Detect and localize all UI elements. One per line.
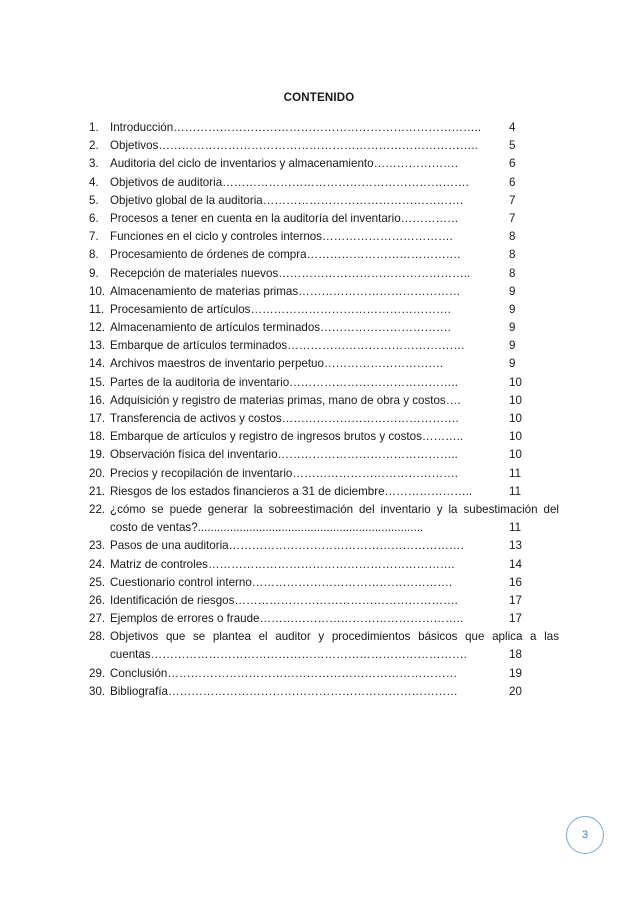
toc-entry[interactable] xyxy=(89,610,559,628)
toc-entry-page: 6 xyxy=(509,157,516,171)
toc-entry-number: 24. xyxy=(89,557,106,571)
toc-entry-number: 2. xyxy=(89,139,99,153)
toc-entry-title: Conclusión………………………………………………………………… xyxy=(110,666,458,680)
toc-entry[interactable] xyxy=(89,574,559,592)
toc-entry[interactable] xyxy=(89,410,559,428)
toc-entry-page: 7 xyxy=(509,211,516,225)
toc-entry-number: 7. xyxy=(89,230,99,244)
toc-entry[interactable] xyxy=(89,283,559,301)
toc-entry-page: 20 xyxy=(509,684,522,698)
toc-entry-page: 17 xyxy=(509,612,522,626)
toc-entry-number: 23. xyxy=(89,539,106,553)
toc-entry-page: 10 xyxy=(509,448,522,462)
toc-entry[interactable] xyxy=(89,155,559,173)
toc-entry-title-continued: costo de ventas?...................................................................... xyxy=(110,521,424,535)
toc-entry-page: 11 xyxy=(509,521,522,535)
toc-entry-page: 13 xyxy=(509,539,522,553)
toc-entry[interactable] xyxy=(89,319,559,337)
toc-entry-page: 11 xyxy=(509,466,522,480)
toc-entry-title: Objetivos que se plantea el auditor y procedimientos básicos que aplica a las xyxy=(110,630,559,644)
toc-entry-number: 14. xyxy=(89,357,106,371)
toc-entry-number: 13. xyxy=(89,339,106,353)
toc-entry-number: 3. xyxy=(89,157,99,171)
toc-entry-number: 22. xyxy=(89,502,106,516)
toc-entry-page: 5 xyxy=(509,139,516,153)
toc-entry-number: 1. xyxy=(89,121,99,134)
toc-entry-number: 5. xyxy=(89,193,99,207)
toc-entry-title: Identificación de riesgos…………………………………………………. xyxy=(110,593,458,607)
toc-entry-page: 4 xyxy=(509,121,516,134)
toc-entry-title: Introducción…………………………………………………………………….. xyxy=(110,121,482,134)
toc-entry-title: Pasos de una auditoria……………………………………………………. xyxy=(110,539,464,553)
toc-entry-number: 17. xyxy=(89,412,106,425)
page-title: CONTENIDO xyxy=(283,92,355,104)
toc-entry[interactable] xyxy=(89,119,559,137)
toc-entry-page: 19 xyxy=(509,666,522,680)
toc-entry-page: 16 xyxy=(509,575,522,589)
toc-entry-number: 25. xyxy=(89,575,106,589)
toc-entry-number: 27. xyxy=(89,612,106,626)
toc-entry-title: Objetivo global de la auditoria……………………………………………. xyxy=(110,193,464,207)
toc-entry-title: Procesos a tener en cuenta en la auditoría del inventario…………… xyxy=(110,211,459,225)
toc-entry-title: Auditoria del ciclo de inventarios y almacenamiento…………………. xyxy=(110,157,458,171)
toc-entry-title: Cuestionario control interno……………………………………………. xyxy=(110,575,453,589)
toc-entry-title: Matriz de controles………………………………………………………. xyxy=(110,557,455,571)
toc-entry-page: 9 xyxy=(509,302,516,316)
table-of-contents xyxy=(89,119,559,701)
toc-entry[interactable] xyxy=(89,337,559,355)
toc-entry[interactable] xyxy=(89,537,559,555)
toc-entry-number: 18. xyxy=(89,430,106,444)
toc-entry[interactable] xyxy=(89,665,559,683)
toc-entry-title: Objetivos de auditoria………………………………………………………. xyxy=(110,175,469,189)
toc-entry[interactable] xyxy=(89,428,559,446)
toc-entry-title: Observación física del inventario……………………………………….. xyxy=(110,448,458,462)
toc-entry-page: 8 xyxy=(509,266,516,280)
toc-entry-page: 8 xyxy=(509,248,516,262)
toc-entry[interactable] xyxy=(89,137,559,155)
toc-entry[interactable] xyxy=(89,465,559,483)
toc-entry-title: Precios y recopilación de inventario……………………………………. xyxy=(110,466,458,480)
toc-entry-title: Partes de la auditoria de inventario…………………………………….. xyxy=(110,375,458,389)
toc-entry-page: 18 xyxy=(509,648,522,662)
toc-entry-title: Procesamiento de artículos……………………………………………. xyxy=(110,302,451,316)
toc-entry-title: ¿cómo se puede generar la sobreestimación del inventario y la subestimación del xyxy=(110,502,559,516)
toc-entry[interactable] xyxy=(89,446,559,464)
toc-entry-title: Embarque de artículos terminados………………………………………. xyxy=(110,339,465,353)
toc-entry-number: 21. xyxy=(89,484,106,498)
toc-entry-page: 6 xyxy=(509,175,516,189)
toc-entry-number: 9. xyxy=(89,266,99,280)
toc-entry-page: 9 xyxy=(509,357,516,371)
toc-entry[interactable] xyxy=(89,628,559,664)
toc-entry[interactable] xyxy=(89,374,559,392)
toc-entry-title: Funciones en el ciclo y controles internos……………………………. xyxy=(110,230,453,244)
toc-entry-number: 28. xyxy=(89,630,106,644)
toc-entry-title-continued: cuentas………………………………………………………………………. xyxy=(110,648,467,662)
toc-entry-page: 9 xyxy=(509,321,516,335)
toc-entry-title: Archivos maestros de inventario perpetuo…………………………. xyxy=(110,357,444,371)
toc-entry-title: Objetivos……………………………………………………………………….. xyxy=(110,139,478,153)
toc-entry-number: 6. xyxy=(89,211,99,225)
toc-entry-page: 14 xyxy=(509,557,522,571)
page-number-badge: 3 xyxy=(566,816,604,854)
toc-entry-title: Bibliografía………………………………………………………………… xyxy=(110,684,458,698)
toc-entry-title: Recepción de materiales nuevos………………………………………….. xyxy=(110,266,471,280)
toc-entry-title: Procesamiento de órdenes de compra…………………………………. xyxy=(110,248,461,262)
toc-entry-number: 10. xyxy=(89,284,106,298)
toc-entry-page: 10 xyxy=(509,393,522,407)
toc-entry-number: 19. xyxy=(89,448,106,462)
toc-entry[interactable] xyxy=(89,246,559,264)
toc-entry-page: 11 xyxy=(509,484,522,498)
toc-entry-title: Almacenamiento de materias primas…………………………………… xyxy=(110,284,461,298)
toc-entry-number: 16. xyxy=(89,393,106,407)
toc-entry-page: 8 xyxy=(509,230,516,244)
toc-entry-number: 29. xyxy=(89,666,106,680)
toc-entry[interactable] xyxy=(89,556,559,574)
toc-entry-page: 9 xyxy=(509,284,516,298)
toc-entry-page: 7 xyxy=(509,193,516,207)
toc-entry-page: 17 xyxy=(509,593,522,607)
toc-entry-number: 15. xyxy=(89,375,106,389)
toc-entry[interactable] xyxy=(89,174,559,192)
toc-entry-title: Transferencia de activos y costos………………………………………. xyxy=(110,412,459,425)
toc-entry-number: 30. xyxy=(89,684,106,698)
toc-entry[interactable] xyxy=(89,592,559,610)
toc-entry[interactable] xyxy=(89,483,559,501)
toc-entry-number: 20. xyxy=(89,466,106,480)
toc-entry[interactable] xyxy=(89,501,559,537)
toc-entry-number: 12. xyxy=(89,321,106,335)
toc-entry-page: 10 xyxy=(509,412,522,425)
toc-entry-number: 11. xyxy=(89,302,105,316)
toc-entry[interactable] xyxy=(89,228,559,246)
toc-entry-number: 26. xyxy=(89,593,106,607)
toc-entry[interactable] xyxy=(89,265,559,283)
toc-entry-title: Almacenamiento de artículos terminados……………………………. xyxy=(110,321,451,335)
toc-entry-number: 4. xyxy=(89,175,99,189)
toc-entry[interactable] xyxy=(89,301,559,319)
toc-entry-title: Embarque de artículos y registro de ingresos brutos y costos……….. xyxy=(110,430,464,444)
toc-entry-number: 8. xyxy=(89,248,99,262)
toc-entry[interactable] xyxy=(89,210,559,228)
toc-entry[interactable] xyxy=(89,683,559,701)
toc-entry[interactable] xyxy=(89,355,559,373)
toc-entry[interactable] xyxy=(89,192,559,210)
toc-entry-page: 10 xyxy=(509,375,522,389)
toc-entry-title: Adquisición y registro de materias primas, mano de obra y costos…. xyxy=(110,393,461,407)
toc-entry[interactable] xyxy=(89,392,559,410)
toc-entry-page: 9 xyxy=(509,339,516,353)
toc-entry-page: 10 xyxy=(509,430,522,444)
toc-entry-title: Riesgos de los estados financieros a 31 de diciembre………………….. xyxy=(110,484,473,498)
toc-entry-title: Ejemplos de errores o fraude…………………………………………….. xyxy=(110,612,464,626)
